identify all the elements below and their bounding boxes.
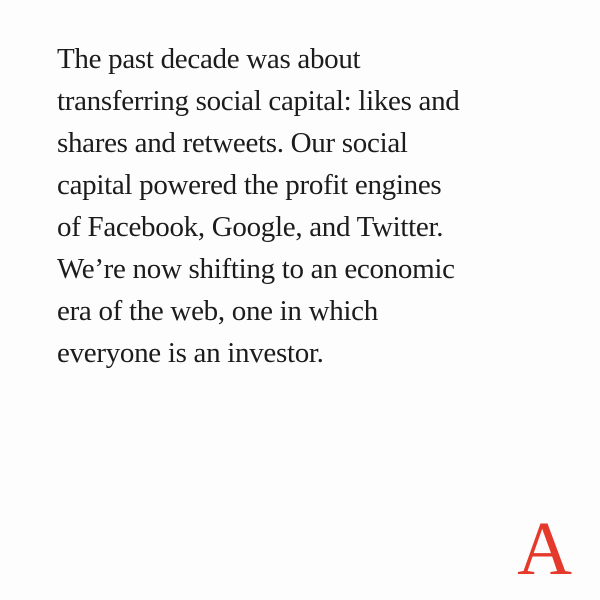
quote-text	[57, 38, 557, 374]
quote-line: transferring social capital: likes and	[57, 85, 460, 117]
atlantic-a-logo-icon: A	[517, 507, 572, 591]
quote-line: The past decade was about	[57, 43, 361, 75]
quote-line: We’re now shifting to an economic	[57, 253, 455, 285]
quote-line: everyone is an investor.	[57, 337, 324, 369]
quote-line: capital powered the profit engines	[57, 169, 442, 201]
quote-line: era of the web, one in which	[57, 295, 378, 327]
quote-line: of Facebook, Google, and Twitter.	[57, 211, 444, 243]
quote-line: shares and retweets. Our social	[57, 127, 408, 159]
